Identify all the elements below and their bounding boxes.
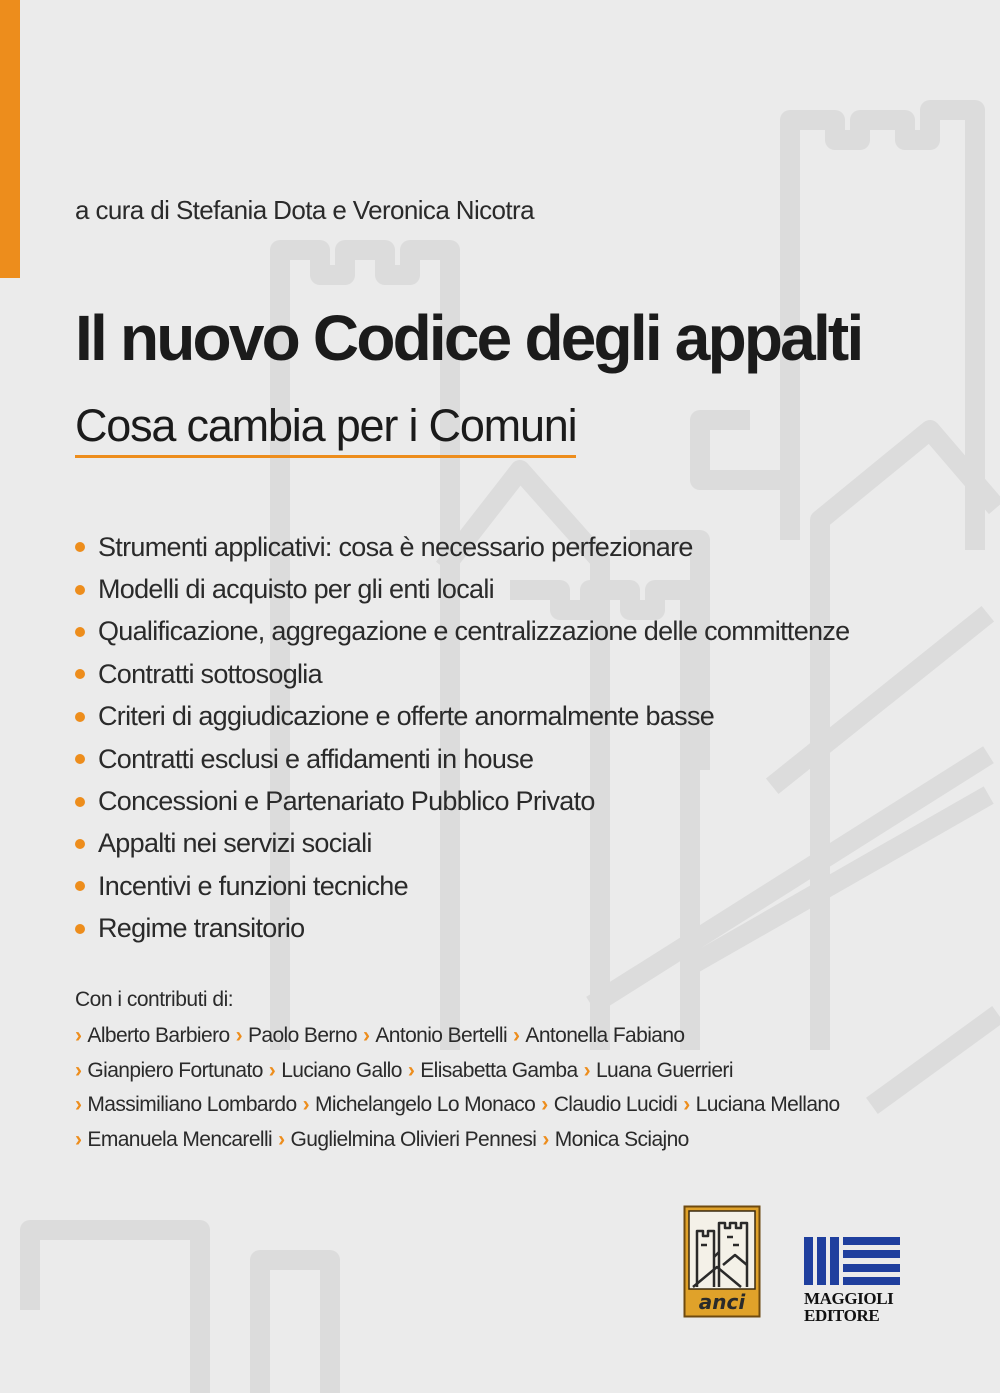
topic-text: Regime transitorio	[98, 913, 305, 944]
contributor-name: Luana Guerrieri	[595, 1058, 733, 1082]
contributor-name: Antonella Fabiano	[525, 1024, 685, 1047]
contributors-line	[75, 1054, 840, 1089]
maggioli-bars-logo	[804, 1237, 900, 1285]
topic-item	[75, 568, 849, 610]
contributor-name: Claudio Lucidi	[553, 1093, 678, 1117]
topic-item	[75, 653, 849, 695]
topic-text: Appalti nei servizi sociali	[98, 828, 372, 859]
topic-text: Incentivi e funzioni tecniche	[98, 870, 408, 901]
bullet-icon	[75, 712, 85, 722]
chevron-right-icon: ›	[278, 1127, 285, 1151]
contributor-name: Guglielmina Olivieri Pennesi	[290, 1127, 537, 1151]
contributor-name: Alberto Barbiero	[87, 1024, 230, 1047]
topic-text: Contratti esclusi e affidamenti in house	[98, 743, 534, 774]
bullet-icon	[75, 585, 85, 595]
orange-accent-strip	[0, 0, 20, 278]
chevron-right-icon: ›	[541, 1093, 548, 1117]
anci-logo-text: anci	[698, 1290, 746, 1314]
topic-item	[75, 738, 849, 780]
chevron-right-icon: ›	[268, 1058, 276, 1082]
contributors-list	[75, 1019, 840, 1157]
topic-item	[75, 526, 849, 568]
chevron-right-icon: ›	[542, 1127, 549, 1151]
topic-item	[75, 611, 849, 653]
maggioli-subname: EDITORE	[804, 1306, 880, 1325]
chevron-right-icon: ›	[75, 1024, 82, 1047]
maggioli-name: MAGGIOLI	[804, 1289, 894, 1308]
contributor-name: Antonio Bertelli	[375, 1024, 508, 1047]
contributor-name: Michelangelo Lo Monaco	[314, 1093, 536, 1117]
contributor-name: Monica Sciajno	[554, 1127, 689, 1151]
bullet-icon	[75, 542, 85, 552]
chevron-right-icon: ›	[362, 1024, 370, 1047]
contributor-name: Luciano Gallo	[281, 1058, 402, 1082]
chevron-right-icon: ›	[683, 1093, 690, 1117]
chevron-right-icon: ›	[302, 1093, 309, 1117]
contributor-name: Paolo Berno	[247, 1024, 357, 1047]
topic-item	[75, 696, 849, 738]
anci-castle-logo	[683, 1205, 761, 1318]
chevron-right-icon: ›	[75, 1058, 82, 1082]
contributor-name: Elisabetta Gamba	[420, 1058, 578, 1082]
book-subtitle: Cosa cambia per i Comuni	[75, 400, 576, 458]
topic-text: Criteri di aggiudicazione e offerte anormalmente basse	[98, 701, 715, 732]
bullet-icon	[75, 669, 85, 679]
chevron-right-icon: ›	[513, 1024, 520, 1047]
bullet-icon	[75, 839, 85, 849]
topic-item	[75, 823, 849, 865]
topic-text: Concessioni e Partenariato Pubblico Privato	[98, 786, 595, 817]
contributor-name: Massimiliano Lombardo	[87, 1093, 297, 1117]
chevron-right-icon: ›	[583, 1058, 590, 1082]
topic-item	[75, 780, 849, 822]
bullet-icon	[75, 797, 85, 807]
chevron-right-icon: ›	[407, 1058, 415, 1082]
chevron-right-icon: ›	[235, 1024, 242, 1047]
topics-list	[75, 526, 849, 950]
topic-text: Modelli di acquisto per gli enti locali	[98, 574, 494, 605]
chevron-right-icon: ›	[75, 1093, 82, 1117]
bullet-icon	[75, 881, 85, 891]
bullet-icon	[75, 754, 85, 764]
contributors-label: Con i contributi di:	[75, 988, 234, 1011]
contributors-line	[75, 1123, 840, 1158]
contributor-name: Gianpiero Fortunato	[87, 1058, 263, 1082]
bullet-icon	[75, 924, 85, 934]
topic-text: Qualificazione, aggregazione e centralizzazione delle committenze	[98, 616, 850, 647]
editors-credit: a cura di Stefania Dota e Veronica Nicotra	[75, 195, 534, 225]
topic-item	[75, 908, 849, 950]
topic-text: Strumenti applicativi: cosa è necessario perfezionare	[98, 531, 693, 562]
maggioli-editore-logo	[804, 1237, 902, 1325]
contributor-name: Emanuela Mencarelli	[87, 1127, 273, 1151]
contributors-line	[75, 1019, 840, 1054]
contributor-name: Luciana Mellano	[695, 1093, 840, 1117]
book-title: Il nuovo Codice degli appalti	[75, 302, 862, 374]
bullet-icon	[75, 627, 85, 637]
contributors-line	[75, 1088, 840, 1123]
chevron-right-icon: ›	[75, 1127, 82, 1151]
topic-text: Contratti sottosoglia	[98, 658, 322, 689]
topic-item	[75, 865, 849, 907]
